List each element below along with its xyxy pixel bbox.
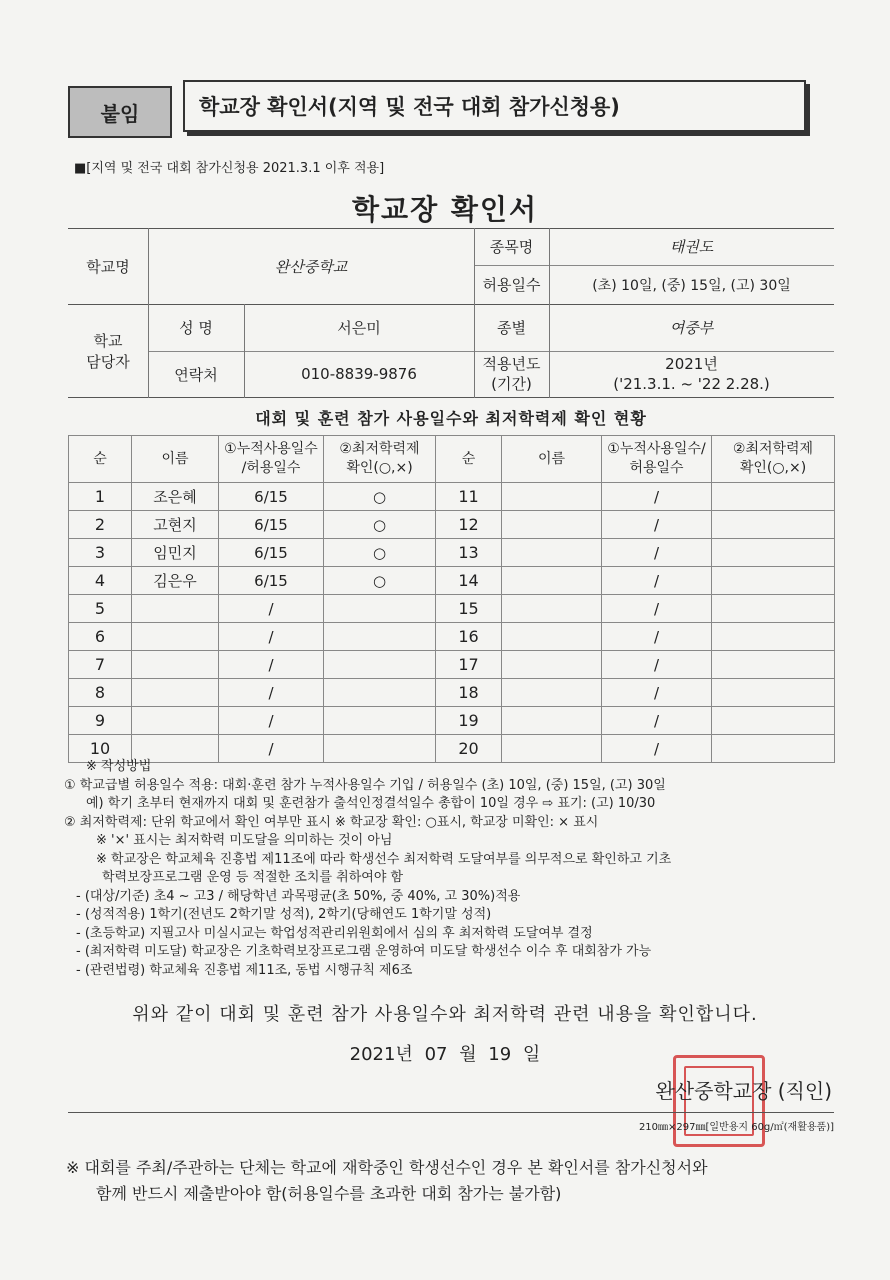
days-used: /	[602, 679, 712, 707]
instruction-line: - (초등학교) 지필고사 미실시교는 학업성적관리위원회에서 심의 후 최저학력 도달여부 결정	[76, 925, 593, 941]
header-days-right-line1: ①누적사용일수/	[607, 441, 706, 457]
footer-line: 함께 반드시 제출받아야 함(허용일수를 초과한 대회 참가는 불가함)	[96, 1184, 562, 1203]
header-academic-right-line1: ②최저학력제	[732, 441, 814, 457]
academic-check: ○	[324, 511, 436, 539]
row-num: 8	[69, 679, 132, 707]
header-days-right	[602, 436, 712, 483]
student-name	[132, 707, 219, 735]
student-name	[502, 483, 602, 511]
instruction-line: ② 최저학력제: 단위 학교에서 확인 여부만 표시 ※ 학교장 확인: ○표시, 학교장 미확인: × 표시	[64, 814, 599, 830]
table-row	[69, 567, 835, 595]
info-table	[68, 228, 834, 398]
academic-check	[712, 567, 835, 595]
year-value	[549, 351, 834, 397]
days-used: /	[602, 595, 712, 623]
academic-check	[324, 595, 436, 623]
header-name: 이름	[132, 436, 219, 483]
instruction-line: - (관련법령) 학교체육 진흥법 제11조, 동법 시행규칙 제6조	[76, 962, 413, 978]
year-label	[474, 351, 549, 397]
type-label: 종별	[497, 319, 526, 337]
manager-label-line1: 학교	[93, 332, 123, 350]
days-used: /	[219, 623, 324, 651]
days-used: /	[219, 595, 324, 623]
days-used: /	[602, 539, 712, 567]
header-days	[219, 436, 324, 483]
row-num: 4	[69, 567, 132, 595]
table-row	[69, 707, 835, 735]
academic-check	[712, 679, 835, 707]
academic-check	[324, 651, 436, 679]
header-academic-right-line2: 확인(○,×)	[739, 460, 807, 476]
header-days-right-line2: 허용일수	[629, 460, 684, 476]
instruction-line: - (대상/기준) 초4 ~ 고3 / 해당학년 과목평균(초 50%, 중 40%, 고 30%)적용	[76, 888, 521, 904]
academic-check: ○	[324, 567, 436, 595]
confirmation-statement: 위와 같이 대회 및 훈련 참가 사용일수와 최저학력 관련 내용을 확인합니다.	[132, 1004, 758, 1025]
year-label-line1: 적용년도	[482, 355, 541, 373]
row-num: 16	[436, 623, 502, 651]
row-num: 13	[436, 539, 502, 567]
signature-date: 2021년 07 월 19 일	[349, 1044, 541, 1065]
sport-label: 종목명	[489, 238, 534, 256]
academic-check: ○	[324, 483, 436, 511]
instructions-title: ※ 작성방법	[86, 759, 152, 774]
sport-value: 태권도	[669, 238, 714, 256]
instruction-line: 학력보장프로그램 운영 등 적절한 조치를 취하여야 함	[102, 870, 404, 885]
manager-label	[68, 304, 148, 398]
academic-check	[712, 483, 835, 511]
row-num: 2	[69, 511, 132, 539]
academic-check	[324, 679, 436, 707]
paper-spec: 210㎜×297㎜[일반용지 60g/㎡(재활용품)]	[638, 1122, 834, 1133]
row-num: 19	[436, 707, 502, 735]
row-num: 5	[69, 595, 132, 623]
row-num: 18	[436, 679, 502, 707]
days-used: /	[219, 707, 324, 735]
student-name	[502, 679, 602, 707]
student-name	[132, 679, 219, 707]
academic-check: ○	[324, 539, 436, 567]
academic-check	[712, 539, 835, 567]
academic-check	[712, 707, 835, 735]
days-used: /	[602, 651, 712, 679]
name-value: 서은미	[337, 319, 381, 337]
days-used: /	[602, 735, 712, 763]
student-name: 고현지	[132, 511, 219, 539]
table-row	[69, 595, 835, 623]
student-name: 임민지	[132, 539, 219, 567]
student-name	[132, 651, 219, 679]
school-value: 완산중학교	[274, 257, 348, 276]
divider	[68, 1112, 834, 1113]
table-row	[69, 679, 835, 707]
header-academic-right	[712, 436, 835, 483]
principal-signature: 완산중학교장 (직인)	[655, 1079, 832, 1103]
roster-table	[68, 435, 835, 763]
manager-label-line2: 담당자	[86, 353, 130, 371]
year-label-line2: (기간)	[491, 375, 532, 393]
header-academic-line2: 확인(○,×)	[346, 460, 413, 476]
contact-label: 연락처	[174, 365, 218, 384]
year-value-line2: ('21.3.1. ~ '22 2.28.)	[613, 375, 770, 393]
days-used: /	[219, 651, 324, 679]
row-num: 20	[436, 735, 502, 763]
header-num-right: 순	[436, 436, 502, 483]
days-used: /	[602, 567, 712, 595]
header-num: 순	[69, 436, 132, 483]
page-title: 학교장 확인서	[351, 193, 539, 226]
row-num: 12	[436, 511, 502, 539]
academic-check	[712, 651, 835, 679]
row-num: 17	[436, 651, 502, 679]
row-num: 3	[69, 539, 132, 567]
days-label: 허용일수	[482, 276, 541, 294]
days-value: (초) 10일, (중) 15일, (고) 30일	[592, 277, 791, 294]
student-name	[502, 651, 602, 679]
student-name	[502, 623, 602, 651]
academic-check	[712, 595, 835, 623]
row-num: 15	[436, 595, 502, 623]
header-days-line2: /허용일수	[241, 460, 301, 476]
row-num: 9	[69, 707, 132, 735]
academic-check	[324, 707, 436, 735]
attachment-label: 붙임	[68, 86, 172, 138]
days-used: 6/15	[219, 483, 324, 511]
instruction-line: ※ '×' 표시는 최저학력 미도달을 의미하는 것이 아님	[96, 833, 393, 848]
days-used: /	[602, 623, 712, 651]
table-row	[69, 623, 835, 651]
header-days-line1: ①누적사용일수	[224, 441, 318, 457]
table-row	[69, 651, 835, 679]
student-name	[132, 595, 219, 623]
days-used: 6/15	[219, 511, 324, 539]
student-name: 조은혜	[132, 483, 219, 511]
year-value-line1: 2021년	[665, 355, 718, 373]
instruction-line: - (최저학력 미도달) 학교장은 기초학력보장프로그램 운영하여 미도달 학생선수 이수 후 대회참가 가능	[76, 944, 652, 959]
header-title-box	[183, 80, 806, 132]
days-used: 6/15	[219, 539, 324, 567]
student-name: 김은우	[132, 567, 219, 595]
row-num: 6	[69, 623, 132, 651]
section-title: 대회 및 훈련 참가 사용일수와 최저학력제 확인 현황	[255, 409, 647, 428]
applicability-note: ■[지역 및 전국 대회 참가신청용 2021.3.1 이후 적용]	[74, 161, 385, 176]
instruction-line: ※ 학교장은 학교체육 진흥법 제11조에 따라 학생선수 최저학력 도달여부를 의무적으로 확인하고 기초	[96, 851, 672, 867]
student-name	[502, 595, 602, 623]
academic-check	[324, 623, 436, 651]
roster-header-row	[69, 436, 835, 483]
type-value: 여중부	[669, 319, 714, 337]
header-academic	[324, 436, 436, 483]
instructions	[64, 758, 844, 980]
instruction-line: - (성적적용) 1학기(전년도 2학기말 성적), 2학기(당해연도 1학기말 성적)	[76, 907, 492, 922]
contact-value: 010-8839-9876	[301, 365, 417, 383]
days-used: /	[219, 679, 324, 707]
table-row	[69, 483, 835, 511]
table-row	[69, 539, 835, 567]
row-num: 7	[69, 651, 132, 679]
days-used: /	[219, 735, 324, 763]
academic-check	[712, 511, 835, 539]
days-used: 6/15	[219, 567, 324, 595]
student-name	[502, 511, 602, 539]
school-label: 학교명	[86, 257, 130, 276]
footer-note	[66, 1155, 846, 1207]
student-name	[502, 539, 602, 567]
days-used: /	[602, 483, 712, 511]
footer-line: ※ 대회를 주최/주관하는 단체는 학교에 재학중인 학생선수인 경우 본 확인서를 참가신청서와	[66, 1158, 708, 1177]
row-num: 1	[69, 483, 132, 511]
days-used: /	[602, 511, 712, 539]
student-name	[132, 623, 219, 651]
table-row	[69, 511, 835, 539]
row-num: 10	[69, 735, 132, 763]
header-title: 학교장 확인서(지역 및 전국 대회 참가신청용)	[199, 95, 620, 119]
student-name	[502, 567, 602, 595]
academic-check	[712, 623, 835, 651]
row-num: 14	[436, 567, 502, 595]
instruction-line: ① 학교급별 허용일수 적용: 대회·훈련 참가 누적사용일수 기입 / 허용일수 (초) 10일, (중) 15일, (고) 30일	[64, 777, 666, 793]
days-used: /	[602, 707, 712, 735]
instruction-line: 예) 학기 초부터 현재까지 대회 및 훈련참가 출석인정결석일수 총합이 10일 경우 ⇨ 표기: (고) 10/30	[86, 796, 656, 811]
student-name	[502, 707, 602, 735]
row-num: 11	[436, 483, 502, 511]
header-name-right: 이름	[502, 436, 602, 483]
name-label: 성 명	[179, 319, 213, 337]
header-academic-line1: ②최저학력제	[339, 441, 420, 457]
